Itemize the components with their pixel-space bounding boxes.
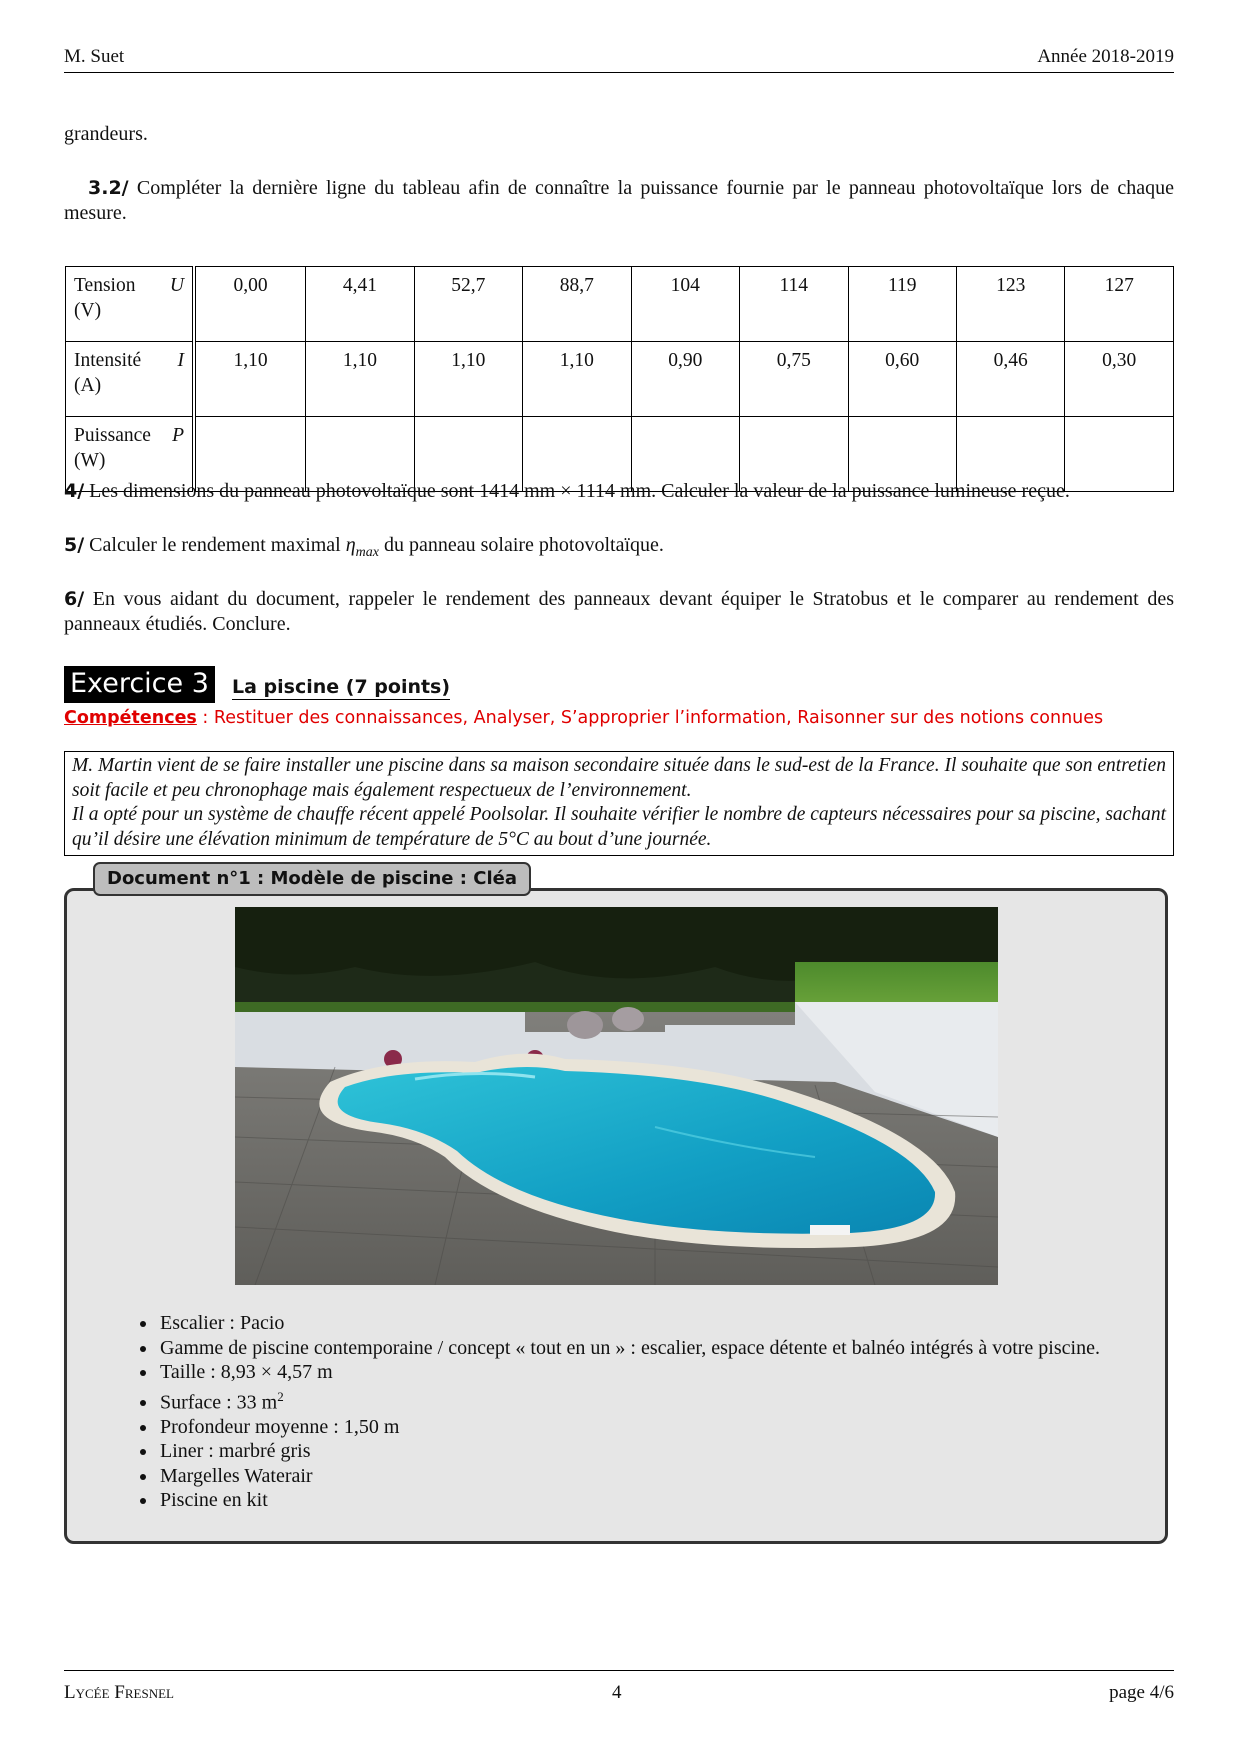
intro-paragraph-2: Il a opté pour un système de chauffe récent appelé Poolsolar. Il souhaite vérifier le nombre de capteurs nécessaires pour sa piscine, sachant qu’il désire une élévation minimum de température de 5°C au bout d’une journée. — [72, 804, 1166, 850]
document-title: Document n°1 : Modèle de piscine : Cléa — [93, 862, 531, 896]
row-unit: (A) — [74, 375, 102, 396]
table-cell: 1,10 — [523, 342, 631, 417]
table-cell: 0,90 — [631, 342, 739, 417]
list-item: • Liner : marbré gris — [158, 1439, 1188, 1464]
table-row — [66, 342, 1174, 417]
list-item: • Escalier : Pacio — [158, 1311, 1188, 1336]
exercise-intro-box — [64, 751, 1174, 856]
intro-paragraph-1: M. Martin vient de se faire installer une piscine dans sa maison secondaire située dans le sud-est de la France. Il souhaite que son entretien soit facile et peu chronophage mais également respectueux de l’environnement. — [72, 755, 1166, 801]
table-cell: 114 — [740, 267, 848, 342]
question-3-2 — [64, 176, 1174, 226]
header-author: M. Suet — [64, 46, 125, 67]
list-item: • Margelles Waterair — [158, 1464, 1188, 1489]
question-text: Les dimensions du panneau photovoltaïque sont 1414 mm × 1114 mm. Calculer la valeur de la puissance lumineuse reçue. — [89, 480, 1070, 502]
table-cell: 1,10 — [414, 342, 522, 417]
table-cell: 119 — [848, 267, 956, 342]
footer-school: Lycée Fresnel — [64, 1682, 174, 1703]
measurement-table — [65, 266, 1174, 492]
competences-text: : Restituer des connaissances, Analyser, S’approprier l’information, Raisonner sur des notions connues — [196, 708, 1104, 728]
table-cell: 123 — [956, 267, 1064, 342]
list-item: • Gamme de piscine contemporaine / concept « tout en un » : escalier, espace détente et balnéo intégrés à votre piscine. — [158, 1336, 1188, 1361]
table-cell: 88,7 — [523, 267, 631, 342]
exercise-title: La piscine (7 points) — [232, 676, 451, 698]
surface-exponent: 2 — [277, 1388, 284, 1404]
row-unit: (V) — [74, 300, 102, 321]
list-item — [158, 1385, 1188, 1415]
question-4 — [64, 479, 1174, 504]
question-number: 5/ — [64, 534, 85, 556]
question-text: En vous aidant du document, rappeler le rendement des panneaux devant équiper le Stratobus et le comparer au rendement des panneaux étudiés. Conclure. — [64, 588, 1174, 635]
competences-label: Compétences — [64, 708, 197, 728]
exercise-label: Exercice 3 — [64, 666, 215, 703]
table-cell: 0,00 — [194, 267, 306, 342]
feature-list — [108, 1311, 1188, 1513]
row-symbol: P — [172, 425, 184, 446]
row-unit: (W) — [74, 450, 106, 471]
intro-fragment: grandeurs. — [64, 123, 148, 145]
table-cell: 0,75 — [740, 342, 848, 417]
question-6 — [64, 587, 1174, 637]
header-year: Année 2018-2019 — [1037, 46, 1174, 67]
question-number: 3.2/ — [88, 177, 129, 199]
question-text-before: Calculer le rendement maximal — [89, 534, 346, 556]
list-item: • Taille : 8,93 × 4,57 m — [158, 1360, 1188, 1385]
row-symbol: I — [177, 350, 184, 371]
table-cell: 0,46 — [956, 342, 1064, 417]
question-text-after: du panneau solaire photovoltaïque. — [378, 534, 664, 556]
question-5 — [64, 533, 1174, 565]
table-cell: 4,41 — [306, 267, 414, 342]
row-symbol: U — [169, 275, 184, 296]
table-cell: 52,7 — [414, 267, 522, 342]
footer-rule — [64, 1670, 1174, 1671]
question-number: 4/ — [64, 480, 85, 502]
table-cell: 0,30 — [1065, 342, 1174, 417]
footer-page-count: page 4/6 — [1109, 1682, 1174, 1703]
row-header — [66, 342, 195, 417]
header-rule — [64, 72, 1174, 73]
competences-line — [64, 708, 1103, 728]
question-number: 6/ — [64, 588, 85, 610]
table-cell: 0,60 — [848, 342, 956, 417]
footer-page-number: 4 — [612, 1682, 622, 1703]
table-cell: 127 — [1065, 267, 1174, 342]
list-item: • Profondeur moyenne : 1,50 m — [158, 1415, 1188, 1440]
table-row — [66, 267, 1174, 342]
eta-subscript: max — [355, 545, 379, 560]
table-cell: 1,10 — [194, 342, 306, 417]
row-label: Intensité — [74, 350, 142, 371]
row-label: Tension — [74, 275, 136, 296]
pool-photo — [235, 907, 998, 1285]
surface-text: Surface : 33 m — [160, 1391, 278, 1414]
table-cell: 1,10 — [306, 342, 414, 417]
eta-symbol: η — [345, 534, 356, 556]
list-item: • Piscine en kit — [158, 1488, 1188, 1513]
row-header — [66, 267, 195, 342]
table-cell: 104 — [631, 267, 739, 342]
row-label: Puissance — [74, 425, 151, 446]
question-text: Compléter la dernière ligne du tableau afin de connaître la puissance fournie par le panneau photovoltaïque lors de chaque mesure. — [64, 177, 1174, 224]
